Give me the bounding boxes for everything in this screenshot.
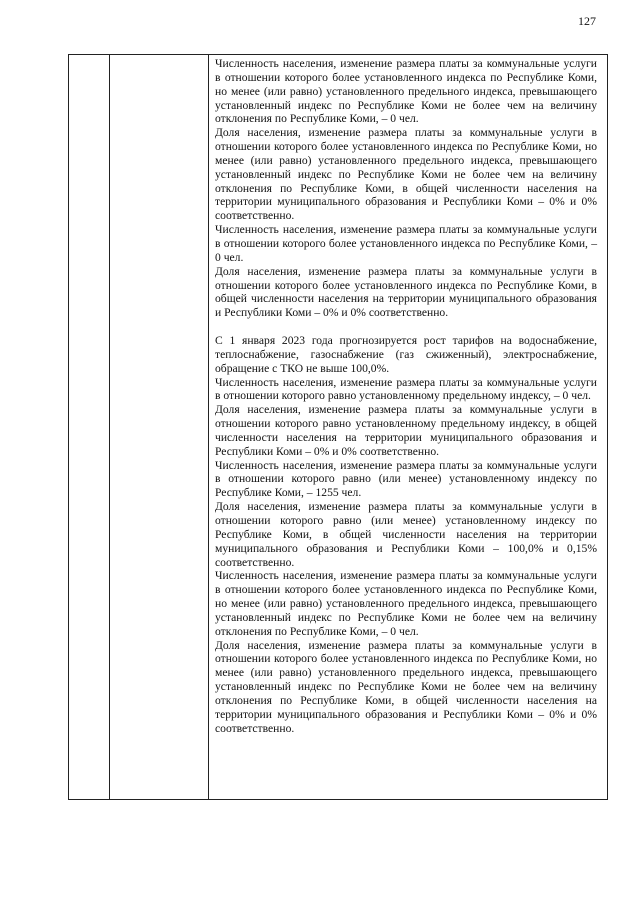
paragraph: Численность населения, изменение размера платы за коммунальные услуги в отношении которого равно (или менее) установленному индексу по Республике Коми, – 1255 чел. bbox=[215, 458, 597, 500]
paragraph: С 1 января 2023 года прогнозируется рост тарифов на водоснабжение, теплоснабжение, газоснабжение (газ сжиженный), электроснабжение, обращение с ТКО не выше 100,0%. bbox=[215, 334, 597, 375]
paragraph: Доля населения, изменение размера платы за коммунальные услуги в отношении которого равно (или менее) установленному индексу по Республике Коми, в общей численности населения на территории муниципального образования и Республики Коми – 100,0% и 0,15% соответственно. bbox=[215, 500, 597, 569]
column-divider bbox=[208, 55, 209, 799]
paragraph: Доля населения, изменение размера платы за коммунальные услуги в отношении которого равно установленному предельному индексу, в общей численности населения на территории муниципального образования и Республики Коми – 0% и 0% соответственно. bbox=[215, 403, 597, 458]
page-number: 127 bbox=[578, 14, 596, 28]
paragraph: Численность населения, изменение размера платы за коммунальные услуги в отношении которого более установленного индекса по Республике Коми, но менее (или равно) установленного предельного индекса, превышающего установленный индекс по Республике Коми не более чем на величину отклонения по Республике Коми, – 0 чел. bbox=[215, 569, 597, 638]
paragraph: Численность населения, изменение размера платы за коммунальные услуги в отношении которого более установленного индекса по Республике Коми, но менее (или равно) установленного предельного индекса, превышающего установленный индекс по Республике Коми не более чем на величину отклонения по Республике Коми, – 0 чел. bbox=[215, 57, 597, 126]
document-table bbox=[68, 54, 608, 800]
paragraph: Доля населения, изменение размера платы за коммунальные услуги в отношении которого более установленного индекса по Республике Коми, но менее (или равно) установленного предельного индекса, превышающего установленный индекс по Республике Коми не более чем на величину отклонения по Республике Коми, в общей численности населения на территории муниципального образования и Республики Коми – 0% и 0% соответственно. bbox=[215, 638, 597, 735]
paragraph: Численность населения, изменение размера платы за коммунальные услуги в отношении которого более установленного индекса по Республике Коми, – 0 чел. bbox=[215, 223, 597, 264]
column-divider bbox=[109, 55, 110, 799]
paragraph: Доля населения, изменение размера платы за коммунальные услуги в отношении которого более установленного индекса по Республике Коми, в общей численности населения на территории муниципального образования и Республики Коми – 0% и 0% соответственно. bbox=[215, 264, 597, 320]
table-cell-text bbox=[215, 57, 597, 736]
paragraph: Численность населения, изменение размера платы за коммунальные услуги в отношении которого равно установленному предельному индексу, – 0 чел. bbox=[215, 375, 597, 403]
paragraph: Доля населения, изменение размера платы за коммунальные услуги в отношении которого более установленного индекса по Республике Коми, но менее (или равно) установленного предельного индекса, превышающего установленный индекс по Республике Коми не более чем на величину отклонения по Республике Коми, в общей численности населения на территории муниципального образования и Республики Коми – 0% и 0% соответственно. bbox=[215, 126, 597, 223]
